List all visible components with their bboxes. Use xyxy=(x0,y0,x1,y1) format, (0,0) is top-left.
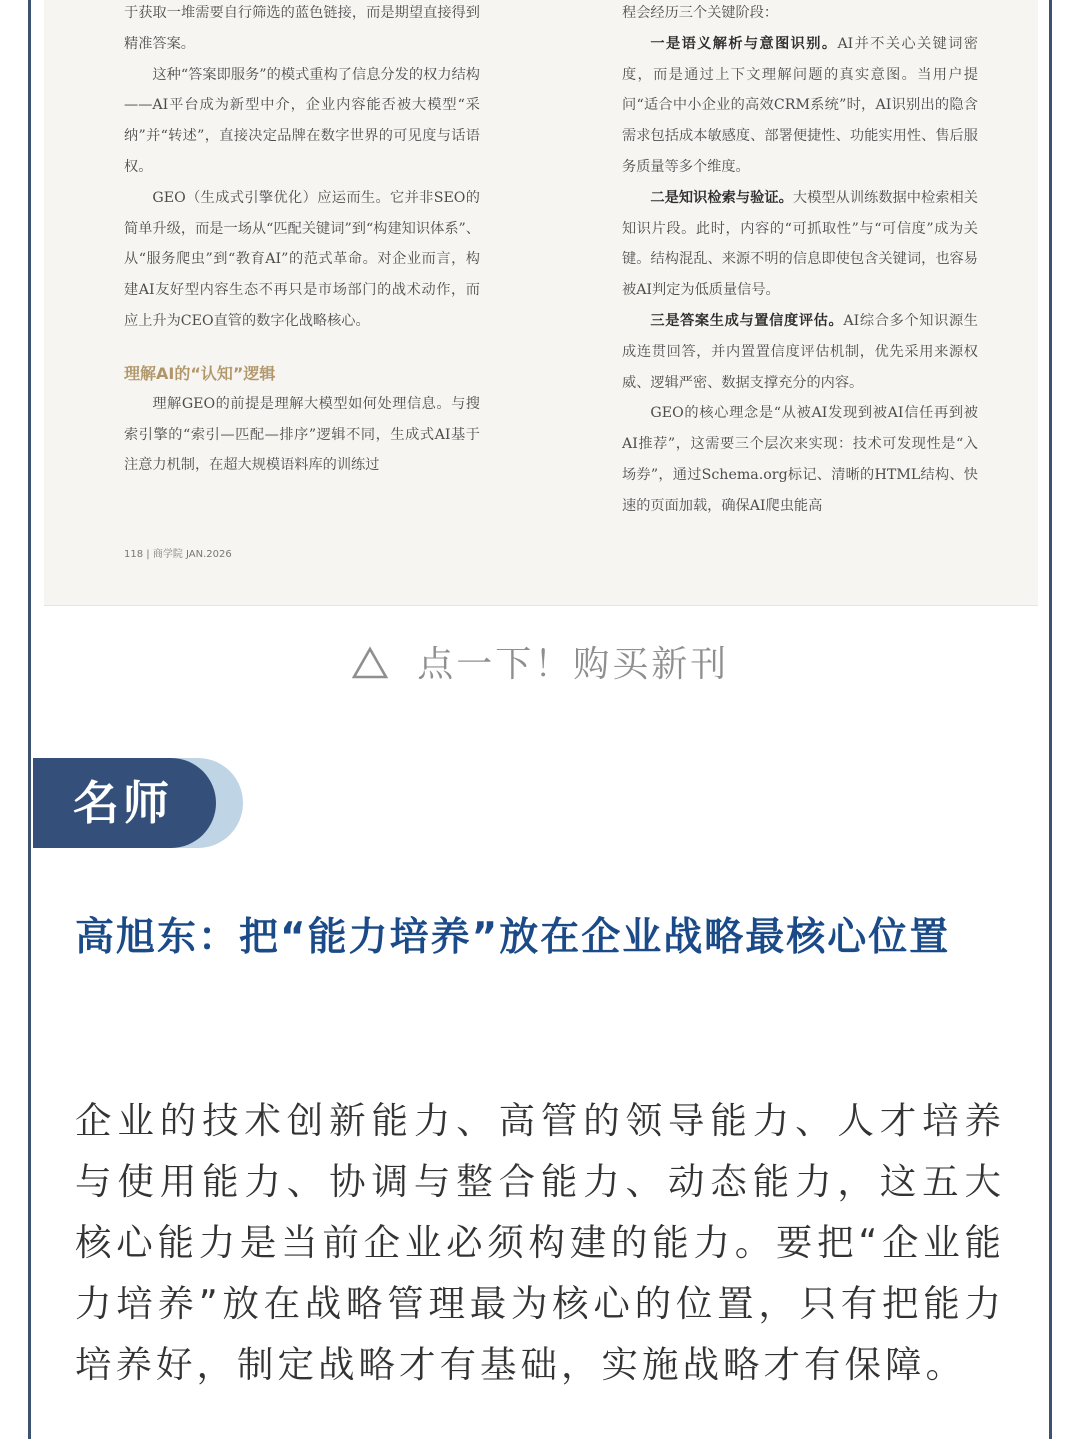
article-title: 高旭东：把“能力培养”放在企业战略最核心位置 xyxy=(75,915,951,960)
magazine-paragraph xyxy=(622,306,978,398)
magazine-paragraph: 于获取一堆需要自行筛选的蓝色链接，而是期望直接得到精准答案。 xyxy=(124,5,480,52)
magazine-paragraph xyxy=(622,29,978,183)
magazine-paragraph: 这种“答案即服务”的模式重构了信息分发的权力结构——AI平台成为新型中介，企业内容能否被大模型“采纳”并“转述”，直接决定品牌在数字世界的可见度与话语权。 xyxy=(124,66,480,175)
section-label-pill xyxy=(33,758,243,848)
magazine-section-heading: 理解AI的“认知”逻辑 xyxy=(124,363,276,383)
magazine-text: 大模型从训练数据中检索相关知识片段。此时，内容的“可抓取性”与“可信度”成为关键。结构混乱、来源不明的信息即使包含关键词，也容易被AI判定为低质量信号。 xyxy=(622,189,978,299)
right-border xyxy=(1049,0,1052,1439)
magazine-paragraph: GEO（生成式引擎优化）应运而生。它并非SEO的简单升级，而是一场从“匹配关键词”到“构建知识体系”、从“服务爬虫”到“教育AI”的范式革命。对企业而言，构建AI友好型内容生态不再只是市场部门的战术动作，而应上升为CEO直管的数字化战略核心。 xyxy=(124,189,480,329)
magazine-left-column xyxy=(124,0,480,481)
magazine-page-footer: 118 | 商学院 JAN.2026 xyxy=(124,549,232,560)
left-border xyxy=(28,0,31,1439)
magazine-text: AI综合多个知识源生成连贯回答，并内置置信度评估机制，优先采用来源权威、逻辑严密、数据支撑充分的内容。 xyxy=(622,312,978,391)
magazine-bold-lead: 一是语义解析与意图识别。 xyxy=(650,35,838,52)
buy-link-label: 点一下！购买新刊 xyxy=(417,644,730,685)
magazine-page-image xyxy=(44,0,1038,606)
magazine-paragraph: GEO的核心理念是“从被AI发现到被AI信任再到被AI推荐”，这需要三个层次来实现：技术可发现性是“入场券”，通过Schema.org标记、清晰的HTML结构、快速的页面加载，确保AI爬虫能高 xyxy=(622,405,978,514)
buy-new-issue-link[interactable] xyxy=(0,636,1080,692)
section-label-text: 名师 xyxy=(73,776,173,830)
magazine-bold-lead: 二是知识检索与验证。 xyxy=(650,189,793,206)
magazine-paragraph: 程会经历三个关键阶段： xyxy=(622,5,779,21)
magazine-bold-lead: 三是答案生成与置信度评估。 xyxy=(650,312,844,329)
magazine-paragraph xyxy=(622,183,978,306)
article-body: 企业的技术创新能力、高管的领导能力、人才培养与使用能力、协调与整合能力、动态能力，这五大核心能力是当前企业必须构建的能力。要把“企业能力培养”放在战略管理最为核心的位置，只有把能力培养好，制定战略才有基础，实施战略才有保障。 xyxy=(75,1099,1005,1386)
magazine-paragraph: 理解GEO的前提是理解大模型如何处理信息。与搜索引擎的“索引—匹配—排序”逻辑不同，生成式AI基于注意力机制，在超大规模语料库的训练过 xyxy=(124,395,480,474)
triangle-outline-icon xyxy=(351,644,417,685)
magazine-right-column xyxy=(622,0,978,522)
magazine-text: AI并不关心关键词密度，而是通过上下文理解问题的真实意图。当用户提问“适合中小企业的高效CRM系统”时，AI识别出的隐含需求包括成本敏感度、部署便捷性、功能实用性、售后服务质量等多个维度。 xyxy=(622,35,978,175)
